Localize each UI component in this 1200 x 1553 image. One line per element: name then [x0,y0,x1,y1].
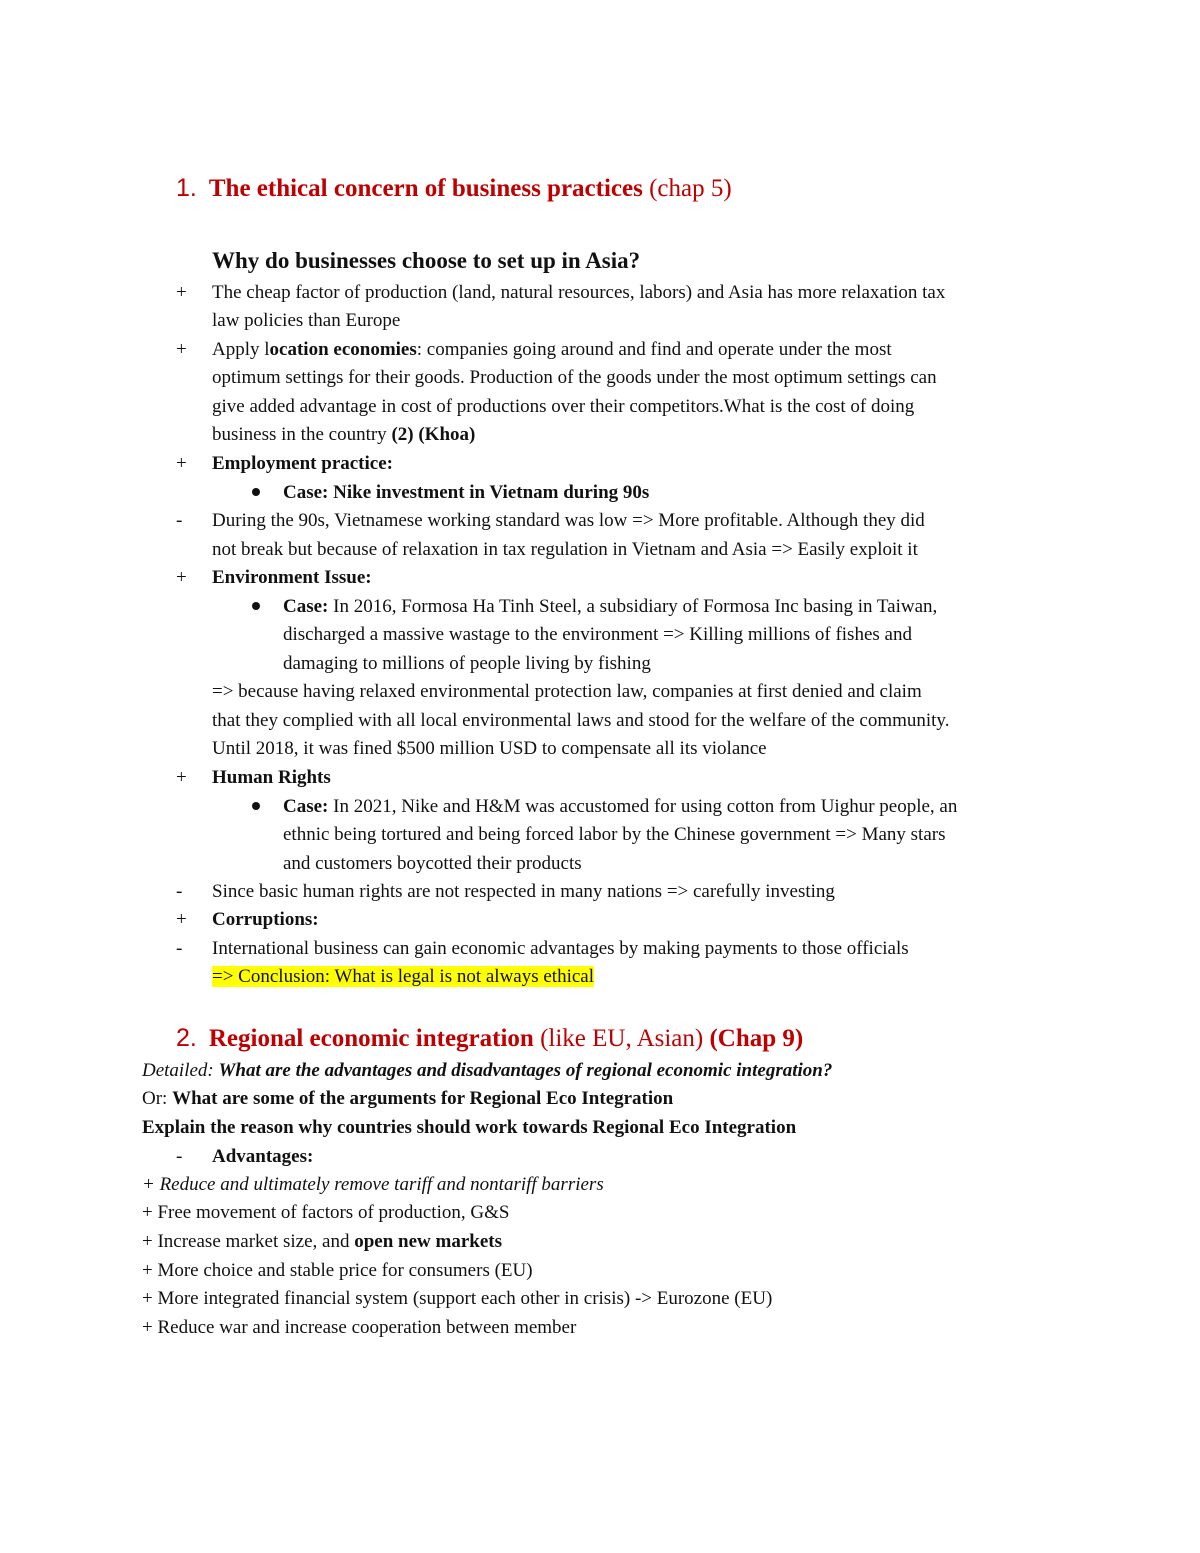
section2-number: 2. [176,1024,197,1052]
apply-rest: : companies going around and find and operate under the most [416,339,892,360]
environment-line-2: that they complied with all local environmental laws and stood for the welfare of the community. [212,710,950,731]
advantage-item-1: + Reduce and ultimately remove tariff and nontariff barriers [142,1174,604,1195]
section2-heading [176,1022,803,1055]
conclusion-line [212,964,594,990]
employment-heading: Employment practice: [212,453,393,474]
market-text: + Increase market size, and [142,1231,355,1252]
detailed-line [142,1058,832,1084]
dash-marker: - [176,510,183,531]
advantage-item-6: + Reduce war and increase cooperation between member [142,1317,577,1338]
cheap-factor-line-1: The cheap factor of production (land, natural resources, labors) and Asia has more relaxation tax [212,282,946,303]
section1-heading [176,172,732,205]
human-rights-heading: Human Rights [212,767,331,788]
environment-case-1 [283,594,937,620]
apply-line-1 [212,337,892,363]
environment-case-3: damaging to millions of people living by fishing [283,653,651,674]
plus-marker: + [176,282,187,303]
bullet-dot [252,602,260,610]
dash-marker: - [176,881,183,902]
apply-line-4-bold: (2) (Khoa) [391,424,476,445]
section1-question: Why do businesses choose to set up in Asia? [212,248,641,273]
corruptions-heading: Corruptions: [212,909,319,930]
plus-marker: + [176,767,187,788]
advantages-heading: Advantages: [212,1146,314,1167]
section1-title: The ethical concern of business practices [208,175,643,202]
environment-line-3: Until 2018, it was fined $500 million USD to compensate all its violance [212,738,767,759]
market-bold: open new markets [354,1231,503,1252]
advantage-item-5: + More integrated financial system (support each other in crisis) -> Eurozone (EU) [142,1288,773,1309]
or-question: What are some of the arguments for Regional Eco Integration [172,1088,674,1109]
or-line [142,1086,673,1112]
human-rights-case-2: ethnic being tortured and being forced labor by the Chinese government => Many stars [283,824,946,845]
human-rights-case-text: In 2021, Nike and H&M was accustomed for using cotton from Uighur people, an [328,796,958,817]
section1-title-chap: (chap 5) [649,175,732,202]
location-economies-term: ocation economies [269,339,417,360]
apply-line-3: give added advantage in cost of productions over their competitors.What is the cost of doing [212,396,915,417]
employment-case: Case: Nike investment in Vietnam during 90s [283,482,650,503]
plus-marker: + [176,453,187,474]
section2-title: Regional economic integration [208,1025,534,1052]
employment-line-1: During the 90s, Vietnamese working standard was low => More profitable. Although they did [212,510,925,531]
case-label: Case: [283,796,329,817]
bullet-dot [252,802,260,810]
section2-title-chap: (Chap 9) [709,1025,804,1052]
plus-marker: + [176,909,187,930]
plus-marker: + [176,567,187,588]
human-rights-case-3: and customers boycotted their products [283,853,582,874]
apply-line-4 [212,422,475,448]
or-label: Or: [142,1088,168,1109]
detailed-question: What are the advantages and disadvantages of regional economic integration? [218,1060,833,1081]
human-rights-line-1: Since basic human rights are not respected in many nations => carefully investing [212,881,835,902]
apply-prefix: Apply l [212,339,270,360]
explain-line: Explain the reason why countries should work towards Regional Eco Integration [142,1117,797,1138]
advantage-item-3 [142,1229,502,1255]
cheap-factor-line-2: law policies than Europe [212,310,401,331]
section2-title-tail: (like EU, Asian) [540,1025,704,1052]
dash-marker: - [176,938,183,959]
environment-case-text: In 2016, Formosa Ha Tinh Steel, a subsidiary of Formosa Inc basing in Taiwan, [328,596,938,617]
corruptions-line-1: International business can gain economic advantages by making payments to those officials [212,938,909,959]
section1-number: 1. [176,174,197,202]
apply-line-2: optimum settings for their goods. Production of the goods under the most optimum settings can [212,367,937,388]
human-rights-case-1 [283,794,957,820]
apply-line-4-text: business in the country [212,424,392,445]
advantage-item-2: + Free movement of factors of production, G&S [142,1202,510,1223]
case-label: Case: [283,596,329,617]
environment-line-1: => because having relaxed environmental protection law, companies at first denied and claim [212,681,922,702]
dash-marker: - [176,1146,183,1167]
environment-heading: Environment Issue: [212,567,372,588]
plus-marker: + [176,339,187,360]
detailed-label: Detailed: [142,1060,214,1081]
employment-line-2: not break but because of relaxation in tax regulation in Vietnam and Asia => Easily exploit it [212,539,918,560]
bullet-dot [252,488,260,496]
environment-case-2: discharged a massive wastage to the environment => Killing millions of fishes and [283,624,912,645]
conclusion-highlight: => Conclusion: What is legal is not always ethical [212,966,595,987]
advantage-item-4: + More choice and stable price for consumers (EU) [142,1260,533,1281]
